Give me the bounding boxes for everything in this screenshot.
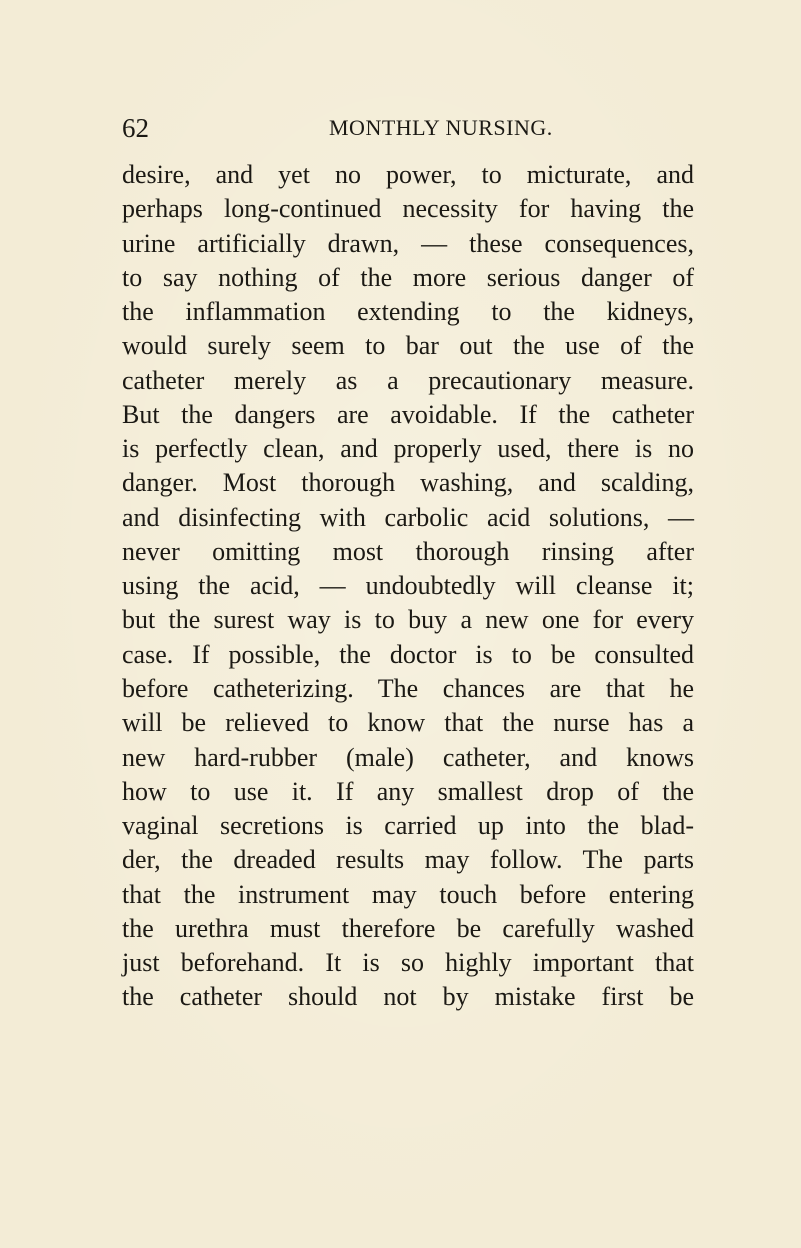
page-number: 62 — [122, 113, 149, 143]
text-line: using the acid, — undoubtedly will cleanse it; — [122, 571, 694, 601]
text-line: the urethra must therefore be carefully washed — [122, 913, 694, 943]
text-line: the catheter should not by mistake first be — [122, 982, 694, 1012]
text-line: perhaps long-continued necessity for having the — [122, 194, 694, 224]
running-title: MONTHLY NURSING. — [329, 115, 553, 140]
text-line: and disinfecting with carbolic acid solutions, — — [122, 502, 694, 532]
text-line: catheter merely as a precautionary measure. — [122, 365, 694, 395]
text-line: urine artificially drawn, — these consequences, — [122, 228, 694, 258]
running-head — [122, 108, 692, 148]
text-line: just beforehand. It is so highly important that — [122, 948, 694, 978]
text-line: case. If possible, the doctor is to be consulted — [122, 639, 694, 669]
text-line: will be relieved to know that the nurse has a — [122, 708, 694, 738]
text-line: new hard-rubber (male) catheter, and knows — [122, 742, 694, 772]
text-line: danger. Most thorough washing, and scalding, — [122, 468, 694, 498]
text-line: but the surest way is to buy a new one for every — [122, 605, 694, 635]
text-line: vaginal secretions is carried up into the blad- — [122, 811, 694, 841]
text-line: that the instrument may touch before entering — [122, 879, 694, 909]
body-text — [122, 158, 694, 1015]
text-line: the inflammation extending to the kidneys, — [122, 297, 694, 327]
text-line: never omitting most thorough rinsing after — [122, 536, 694, 566]
text-line: how to use it. If any smallest drop of the — [122, 776, 694, 806]
text-line: before catheterizing. The chances are that he — [122, 673, 694, 703]
text-line: is perfectly clean, and properly used, there is no — [122, 434, 694, 464]
text-line: would surely seem to bar out the use of the — [122, 331, 694, 361]
text-line: to say nothing of the more serious danger of — [122, 262, 694, 292]
text-line: desire, and yet no power, to micturate, and — [122, 160, 694, 189]
text-line: But the dangers are avoidable. If the catheter — [122, 399, 694, 429]
text-line: der, the dreaded results may follow. The parts — [122, 845, 694, 875]
